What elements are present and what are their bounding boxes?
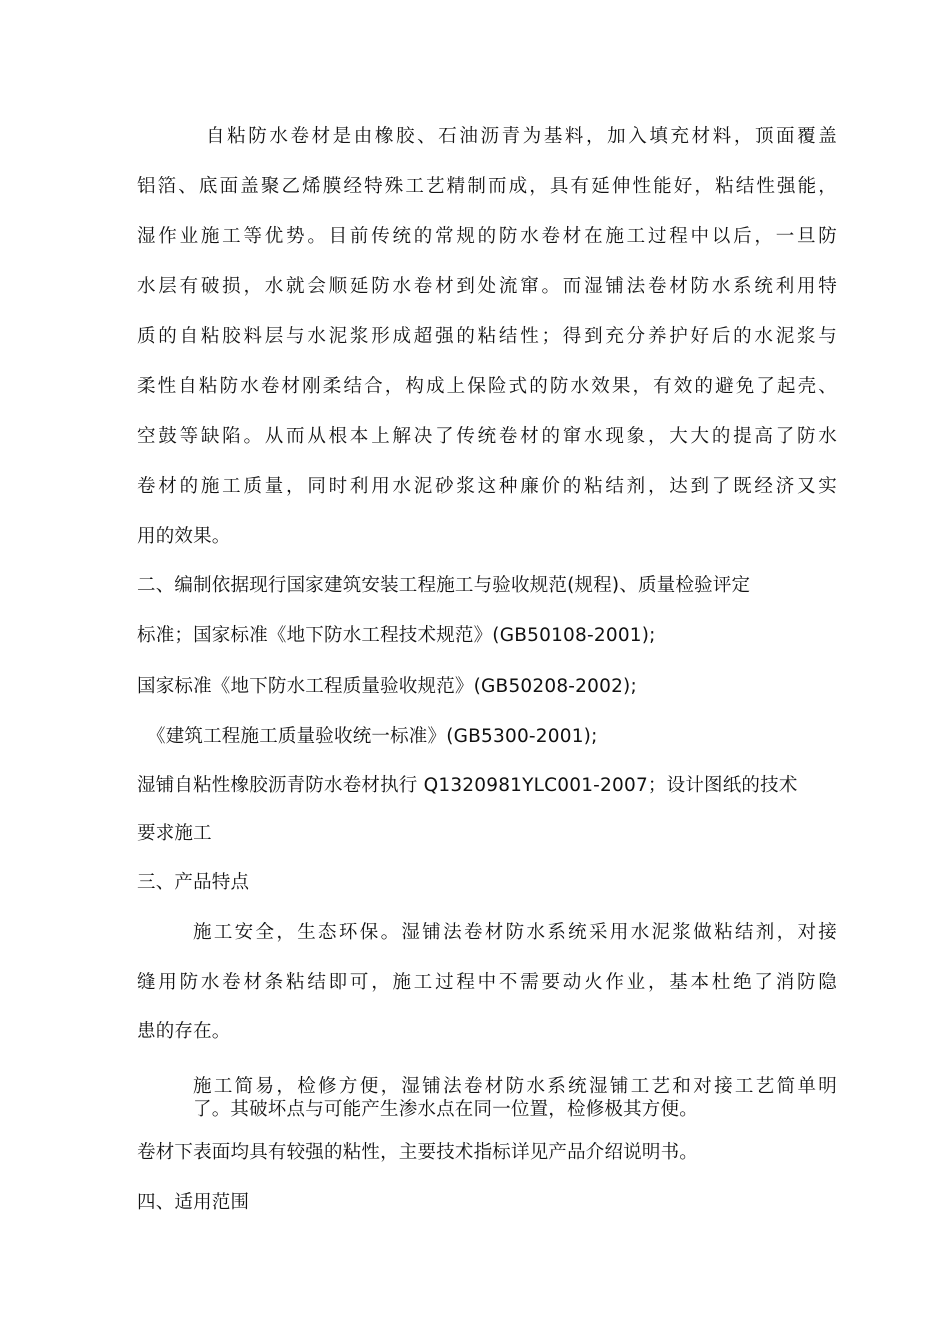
paragraph-line: 水层有破损，水就会顺延防水卷材到处流窜。而湿铺法卷材防水系统利用特 [137, 276, 837, 297]
paragraph-line: 国家标准《地下防水工程质量验收规范》(GB50208-2002); [137, 676, 637, 697]
paragraph-line: 卷材下表面均具有较强的粘性，主要技术指标详见产品介绍说明书。 [137, 1142, 699, 1163]
section-heading-features: 三、产品特点 [137, 872, 250, 893]
paragraph-line: 施工简易，检修方便，湿铺法卷材防水系统湿铺工艺和对接工艺简单明 [193, 1076, 837, 1097]
paragraph-line: 用的效果。 [137, 526, 231, 547]
paragraph-line: 了。其破坏点与可能产生渗水点在同一位置，检修极其方便。 [193, 1099, 698, 1120]
paragraph-line: 柔性自粘防水卷材刚柔结合，构成上保险式的防水效果，有效的避免了起壳、 [137, 376, 837, 397]
paragraph-line: 铝箔、底面盖聚乙烯膜经特殊工艺精制而成，具有延伸性能好，粘结性强能， [137, 176, 837, 197]
paragraph-line: 《建筑工程施工质量验收统一标准》(GB5300-2001); [147, 726, 598, 747]
paragraph-line: 自粘防水卷材是由橡胶、石油沥青为基料，加入填充材料，顶面覆盖 [206, 126, 837, 147]
paragraph-line: 患的存在。 [137, 1021, 231, 1042]
paragraph-line: 标准；国家标准《地下防水工程技术规范》(GB50108-2001); [137, 625, 656, 646]
section-heading-basis: 二、编制依据现行国家建筑安装工程施工与验收规范(规程)、质量检验评定 [137, 575, 751, 596]
paragraph-line: 要求施工 [137, 823, 212, 844]
paragraph-line: 湿铺自粘性橡胶沥青防水卷材执行 Q1320981YLC001-2007；设计图纸的技术 [137, 775, 798, 796]
section-heading-scope: 四、适用范围 [137, 1192, 250, 1213]
paragraph-line: 施工安全，生态环保。湿铺法卷材防水系统采用水泥浆做粘结剂，对接 [193, 922, 837, 943]
paragraph-line: 湿作业施工等优势。目前传统的常规的防水卷材在施工过程中以后，一旦防 [137, 226, 837, 247]
paragraph-line: 卷材的施工质量，同时利用水泥砂浆这种廉价的粘结剂，达到了既经济又实 [137, 476, 837, 497]
paragraph-line: 质的自粘胶料层与水泥浆形成超强的粘结性；得到充分养护好后的水泥浆与 [137, 326, 837, 347]
paragraph-line: 空鼓等缺陷。从而从根本上解决了传统卷材的窜水现象，大大的提高了防水 [137, 426, 837, 447]
paragraph-line: 缝用防水卷材条粘结即可，施工过程中不需要动火作业，基本杜绝了消防隐 [137, 972, 837, 993]
